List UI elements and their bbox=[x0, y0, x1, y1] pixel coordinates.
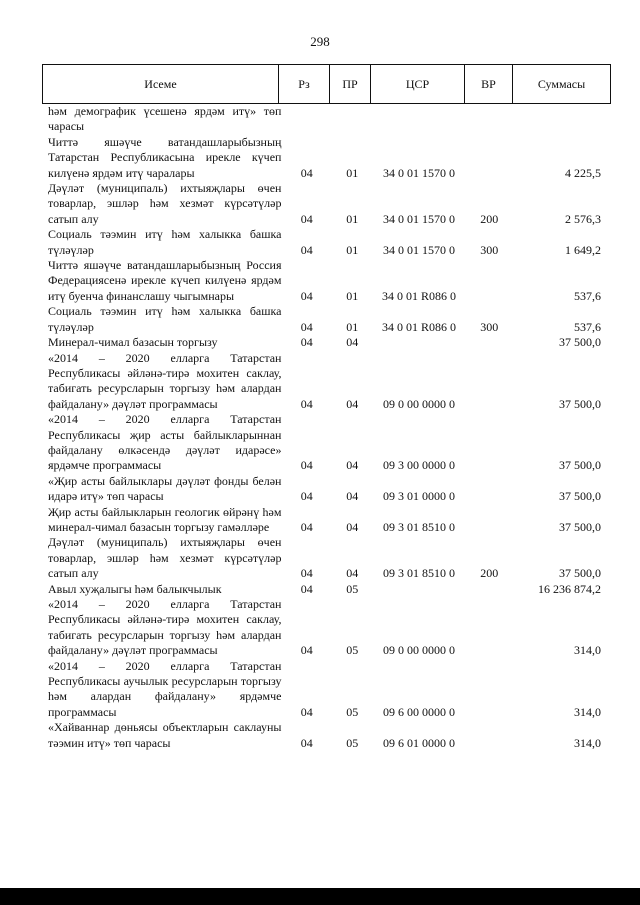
cell-sum: 2 576,3 bbox=[565, 211, 601, 226]
cell-name: Җир асты байлыкларын геологик өйрәнү һәм минерал-чимал базасын торгызу гамәлләре bbox=[48, 504, 282, 534]
table-row bbox=[42, 335, 610, 350]
cell-pr: 04 bbox=[346, 489, 359, 504]
table-row bbox=[42, 104, 610, 135]
table-row bbox=[42, 181, 610, 227]
table-row bbox=[42, 474, 610, 505]
cell-csr: 09 3 01 8510 0 bbox=[382, 519, 455, 534]
column-header-name: Исеме bbox=[43, 65, 279, 104]
cell-sum: 537,6 bbox=[574, 288, 601, 303]
table-row bbox=[42, 351, 610, 413]
cell-pr: 04 bbox=[346, 519, 359, 534]
cell-csr: 09 3 01 8510 0 bbox=[382, 566, 455, 581]
cell-sum: 37 500,0 bbox=[559, 566, 601, 581]
cell-sum: 37 500,0 bbox=[559, 458, 601, 473]
column-header-pr: ПР bbox=[330, 65, 371, 104]
table-row bbox=[42, 659, 610, 721]
cell-sum: 37 500,0 bbox=[559, 489, 601, 504]
cell-sum: 37 500,0 bbox=[559, 335, 601, 350]
cell-rz: 04 bbox=[300, 581, 313, 596]
cell-name: Социаль тәэмин итү һәм халыкка башка түләүләр bbox=[48, 304, 282, 334]
cell-csr: 09 0 00 0000 0 bbox=[382, 396, 455, 411]
table-header bbox=[42, 64, 611, 104]
cell-pr: 05 bbox=[346, 643, 359, 658]
cell-csr: 09 6 00 0000 0 bbox=[382, 704, 455, 719]
cell-pr: 01 bbox=[346, 242, 359, 257]
cell-csr: 34 0 01 R086 0 bbox=[381, 319, 456, 334]
cell-rz: 04 bbox=[300, 211, 313, 226]
table-row bbox=[42, 505, 610, 536]
table-row bbox=[42, 535, 610, 581]
cell-name: Социаль тәэмин итү һәм халыкка башка түләүләр bbox=[48, 227, 282, 257]
table-row bbox=[42, 412, 610, 474]
cell-sum: 37 500,0 bbox=[559, 396, 601, 411]
cell-name: «2014 – 2020 елларга Татарстан Республикасы әйләнә-тирә мохитен саклау, табигать ресурсларын торгызу һәм алардан файдалану» дәүләт программасы bbox=[48, 350, 282, 411]
cell-sum: 1 649,2 bbox=[565, 242, 601, 257]
cell-name: «2014 – 2020 елларга Татарстан Республикасы әйләнә-тирә мохитен саклау, табигать ресурсларын торгызу һәм алардан файдалану» дәүләт программасы bbox=[48, 597, 282, 658]
column-header-sum: Суммасы bbox=[513, 65, 611, 104]
cell-csr: 09 3 00 0000 0 bbox=[382, 458, 455, 473]
cell-pr: 01 bbox=[346, 211, 359, 226]
cell-name: «Җир асты байлыклары дәүләт фонды белән идарә итү» төп чарасы bbox=[48, 473, 282, 504]
cell-pr: 01 bbox=[346, 319, 359, 334]
cell-sum: 4 225,5 bbox=[565, 165, 601, 180]
table-row bbox=[42, 258, 610, 304]
cell-csr: 34 0 01 1570 0 bbox=[382, 165, 455, 180]
cell-pr: 04 bbox=[346, 396, 359, 411]
cell-csr: 09 3 01 0000 0 bbox=[382, 489, 455, 504]
cell-sum: 37 500,0 bbox=[559, 519, 601, 534]
cell-csr: 34 0 01 1570 0 bbox=[382, 211, 455, 226]
column-header-vr: ВР bbox=[465, 65, 513, 104]
cell-name: Минерал-чимал базасын торгызу bbox=[48, 335, 218, 350]
cell-vr: 300 bbox=[480, 242, 499, 257]
cell-vr: 200 bbox=[480, 566, 499, 581]
cell-sum: 314,0 bbox=[574, 704, 601, 719]
cell-name: Авыл хуҗалыгы һәм балыкчылык bbox=[48, 581, 222, 596]
cell-rz: 04 bbox=[300, 165, 313, 180]
cell-name: Читтә яшәүче ватандашларыбызның Татарстан Республикасына ирекле күчеп килүенә ярдәм итү чаралары bbox=[48, 134, 282, 180]
cell-sum: 16 236 874,2 bbox=[538, 581, 601, 596]
column-header-rz: Рз bbox=[279, 65, 330, 104]
cell-rz: 04 bbox=[300, 335, 313, 350]
cell-vr: 300 bbox=[480, 319, 499, 334]
cell-pr: 01 bbox=[346, 288, 359, 303]
cell-pr: 05 bbox=[346, 735, 359, 750]
table-row bbox=[42, 720, 610, 751]
cell-vr: 200 bbox=[480, 211, 499, 226]
cell-rz: 04 bbox=[300, 735, 313, 750]
cell-rz: 04 bbox=[300, 519, 313, 534]
cell-pr: 04 bbox=[346, 335, 359, 350]
cell-pr: 04 bbox=[346, 458, 359, 473]
cell-sum: 537,6 bbox=[574, 319, 601, 334]
cell-rz: 04 bbox=[300, 396, 313, 411]
cell-sum: 314,0 bbox=[574, 735, 601, 750]
table-row bbox=[42, 304, 610, 335]
cell-rz: 04 bbox=[300, 288, 313, 303]
scan-bottom-edge bbox=[0, 888, 640, 905]
column-header-csr: ЦСР bbox=[371, 65, 465, 104]
cell-rz: 04 bbox=[300, 242, 313, 257]
cell-name: Дәүләт (муниципаль) ихтыяҗлары өчен товарлар, эшләр һәм хезмәт күрсәтүләр сатып алу bbox=[48, 535, 282, 581]
cell-name: һәм демографик үсешенә ярдәм итү» төп чарасы bbox=[48, 104, 282, 134]
cell-pr: 05 bbox=[346, 704, 359, 719]
cell-rz: 04 bbox=[300, 704, 313, 719]
cell-name: «2014 – 2020 елларга Татарстан Республикасы аучылык ресурсларын торгызу һәм алардан файдалану» ярдәмче программасы bbox=[48, 658, 282, 719]
table-row bbox=[42, 227, 610, 258]
cell-rz: 04 bbox=[300, 489, 313, 504]
table-row bbox=[42, 135, 610, 181]
table-row bbox=[42, 582, 610, 597]
cell-pr: 05 bbox=[346, 581, 359, 596]
cell-rz: 04 bbox=[300, 458, 313, 473]
cell-rz: 04 bbox=[300, 566, 313, 581]
cell-sum: 314,0 bbox=[574, 643, 601, 658]
table-row bbox=[42, 597, 610, 659]
cell-pr: 01 bbox=[346, 165, 359, 180]
page-number: 298 bbox=[310, 34, 330, 49]
cell-name: Читтә яшәүче ватандашларыбызның Россия Федерациясенә ирекле күчеп килүенә ярдәм итү буенча финанслашу чыгымнары bbox=[48, 258, 282, 303]
cell-csr: 34 0 01 R086 0 bbox=[381, 288, 456, 303]
cell-rz: 04 bbox=[300, 319, 313, 334]
cell-csr: 09 0 00 0000 0 bbox=[382, 643, 455, 658]
cell-rz: 04 bbox=[300, 643, 313, 658]
cell-name: Дәүләт (муниципаль) ихтыяҗлары өчен товарлар, эшләр һәм хезмәт күрсәтүләр сатып алу bbox=[48, 181, 282, 226]
cell-name: «Хайваннар дөньясы объектларын саклауны тәэмин итү» төп чарасы bbox=[48, 720, 282, 750]
cell-csr: 09 6 01 0000 0 bbox=[382, 735, 455, 750]
cell-csr: 34 0 01 1570 0 bbox=[382, 242, 455, 257]
budget-table-body bbox=[42, 104, 610, 751]
cell-name: «2014 – 2020 елларга Татарстан Республикасы җир асты байлыкларыннан файдалану өлкәсендә дәүләт идарәсе» ярдәмче программасы bbox=[48, 412, 282, 473]
cell-pr: 04 bbox=[346, 566, 359, 581]
